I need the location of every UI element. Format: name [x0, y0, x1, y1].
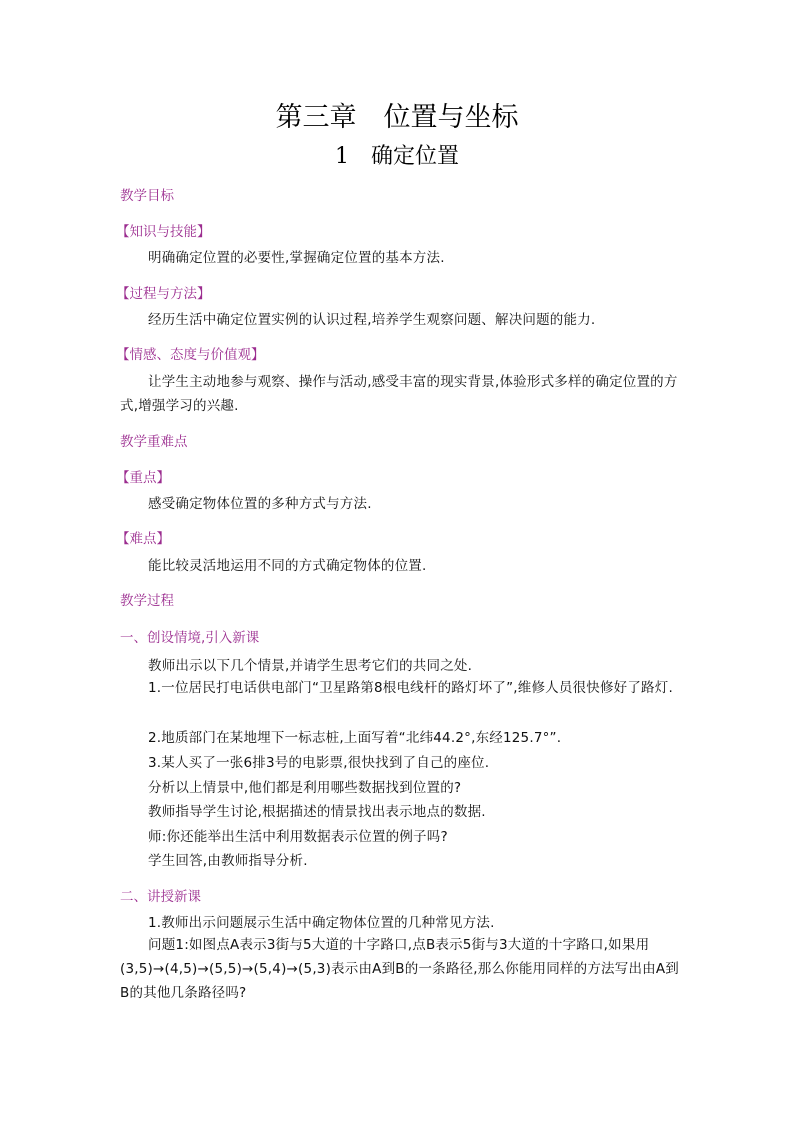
part1-line: 教师指导学生讨论,根据描述的情景找出表示地点的数据. — [148, 804, 486, 820]
part1-heading: 一、创设情境,引入新课 — [120, 630, 260, 646]
part2-line: 1.教师出示问题展示生活中确定物体位置的几种常见方法. — [148, 915, 495, 931]
lesson-title: 1 确定位置 — [335, 144, 459, 169]
emotion-text: 让学生主动地参与观察、操作与活动,感受丰富的现实背景,体验形式多样的确定位置的方式,增强学习的兴趣. — [120, 374, 678, 414]
difficult-text: 能比较灵活地运用不同的方式确定物体的位置. — [148, 558, 427, 574]
teaching-process-heading: 教学过程 — [120, 593, 174, 609]
keypoints-heading: 教学重难点 — [120, 434, 188, 450]
knowledge-label: 【知识与技能】 — [116, 224, 211, 240]
part1-line: 师:你还能举出生活中利用数据表示位置的例子吗? — [148, 829, 448, 845]
part1-line: 分析以上情景中,他们都是利用哪些数据找到位置的? — [148, 780, 462, 796]
key-text: 感受确定物体位置的多种方式与方法. — [148, 496, 372, 512]
objectives-heading: 教学目标 — [120, 188, 174, 204]
emotion-label: 【情感、态度与价值观】 — [116, 347, 265, 363]
difficult-label: 【难点】 — [116, 531, 170, 547]
chapter-title: 第三章 位置与坐标 — [275, 102, 519, 133]
part2-line: 问题1:如图点A表示3街与5大道的十字路口,点B表示5街与3大道的十字路口,如果用(3,5)→(4,5)→(5,5)→(5,4)→(5,3)表示由A到B的一条路径,那么你能用同样的方法写出由A到B的其他几条路径吗? — [120, 937, 679, 1001]
part1-line: 教师出示以下几个情景,并请学生思考它们的共同之处. — [148, 658, 473, 674]
part1-line: 3.某人买了一张6排3号的电影票,很快找到了自己的座位. — [148, 755, 490, 771]
key-label: 【重点】 — [116, 470, 170, 486]
process-label: 【过程与方法】 — [116, 286, 211, 302]
part1-line: 2.地质部门在某地埋下一标志桩,上面写着“北纬44.2°,东经125.7°”. — [148, 730, 562, 746]
knowledge-text: 明确确定位置的必要性,掌握确定位置的基本方法. — [148, 250, 445, 266]
process-text: 经历生活中确定位置实例的认识过程,培养学生观察问题、解决问题的能力. — [148, 312, 596, 328]
part1-line: 1.一位居民打电话供电部门“卫星路第8根电线杆的路灯坏了”,维修人员很快修好了路灯. — [148, 680, 673, 696]
part1-line: 学生回答,由教师指导分析. — [148, 853, 308, 869]
part2-heading: 二、讲授新课 — [120, 889, 201, 905]
